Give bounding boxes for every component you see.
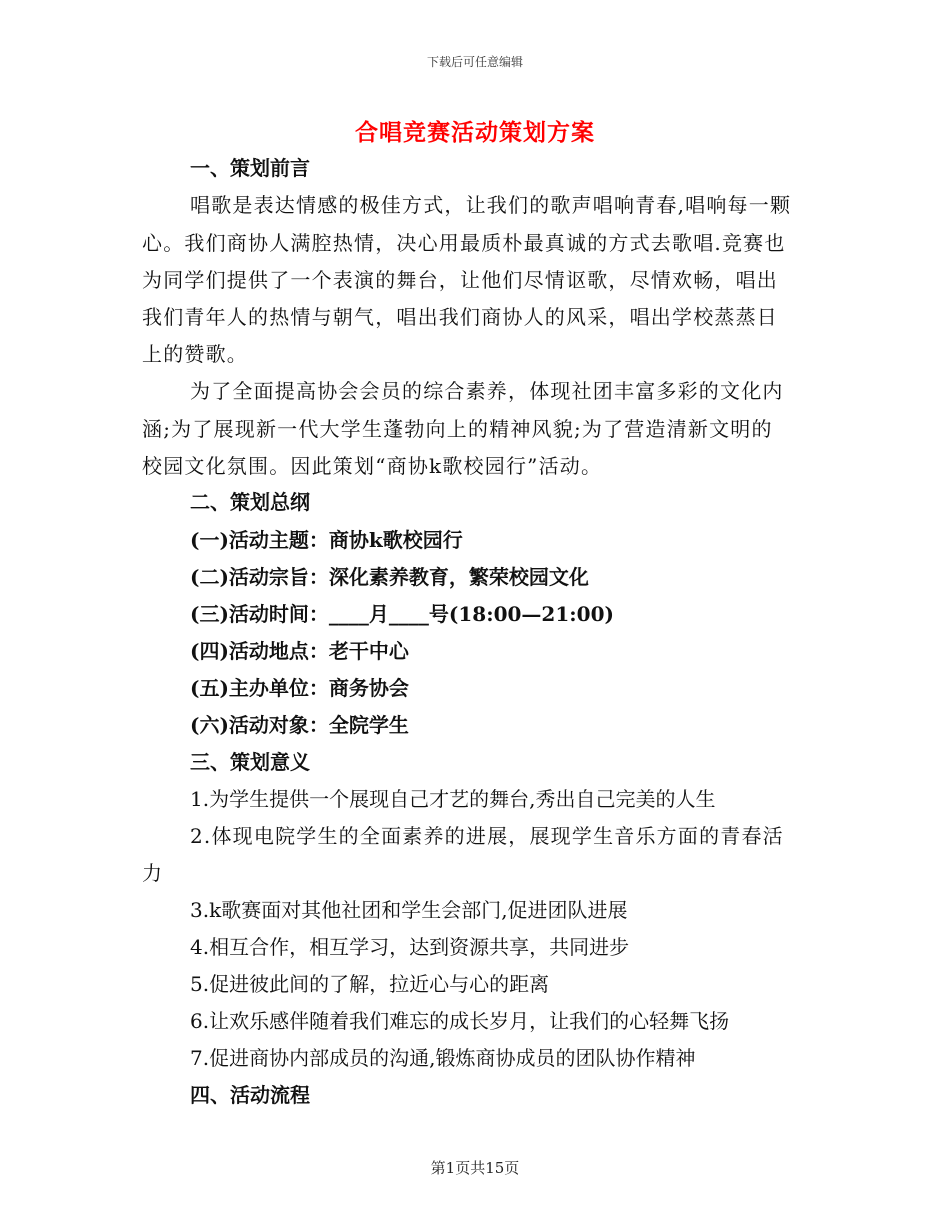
list-item: 4.相互合作，相互学习，达到资源共享，共同进步 [190, 935, 630, 959]
paragraph-line: 唱歌是表达情感的极佳方式，让我们的歌声唱响青春,唱响每一颗 [190, 193, 792, 217]
outline-item-theme: (一)活动主题：商协k歌校园行 [190, 528, 463, 552]
list-item: 1.为学生提供一个展现自己才艺的舞台,秀出自己完美的人生 [190, 787, 716, 811]
paragraph-line: 校园文化氛围。因此策划“商协k歌校园行”活动。 [142, 454, 603, 478]
list-item: 2.体现电院学生的全面素养的进展，展现学生音乐方面的青春活 [190, 824, 784, 848]
outline-item-location: (四)活动地点：老干中心 [190, 639, 409, 663]
page-footer: 第1页共15页 [430, 1159, 520, 1177]
paragraph-line: 心。我们商协人满腔热情，决心用最质朴最真诚的方式去歌唱.竞赛也 [142, 231, 786, 255]
page-header: 下载后可任意编辑 [426, 55, 523, 69]
outline-item-purpose: (二)活动宗旨：深化素养教育，繁荣校园文化 [190, 565, 589, 589]
paragraph-line: 涵;为了展现新一代大学生蓬勃向上的精神风貌;为了营造清新文明的 [142, 417, 773, 441]
list-item: 7.促进商协内部成员的沟通,锻炼商协成员的团队协作精神 [190, 1046, 696, 1070]
outline-item-audience: (六)活动对象：全院学生 [190, 713, 409, 737]
outline-item-time: (三)活动时间：____月____号(18:00—21:00) [190, 602, 614, 626]
paragraph-line: 为同学们提供了一个表演的舞台，让他们尽情讴歌，尽情欢畅，唱出 [142, 268, 778, 292]
list-item-continuation: 力 [142, 861, 162, 885]
list-item: 3.k歌赛面对其他社团和学生会部门,促进团队进展 [190, 898, 628, 922]
paragraph-line: 上的赞歌。 [142, 342, 248, 366]
paragraph-line: 为了全面提高协会会员的综合素养，体现社团丰富多彩的文化内 [190, 379, 784, 403]
outline-item-organizer: (五)主办单位：商务协会 [190, 676, 409, 700]
section-heading-preface: 一、策划前言 [190, 156, 310, 180]
document-title: 合唱竞赛活动策划方案 [355, 119, 595, 146]
section-heading-outline: 二、策划总纲 [190, 490, 310, 514]
paragraph-line: 我们青年人的热情与朝气，唱出我们商协人的风采，唱出学校蒸蒸日 [142, 305, 778, 329]
list-item: 6.让欢乐感伴随着我们难忘的成长岁月，让我们的心轻舞飞扬 [190, 1009, 730, 1033]
list-item: 5.促进彼此间的了解，拉近心与心的距离 [190, 972, 550, 996]
section-heading-significance: 三、策划意义 [190, 750, 310, 774]
section-heading-process: 四、活动流程 [190, 1083, 310, 1107]
